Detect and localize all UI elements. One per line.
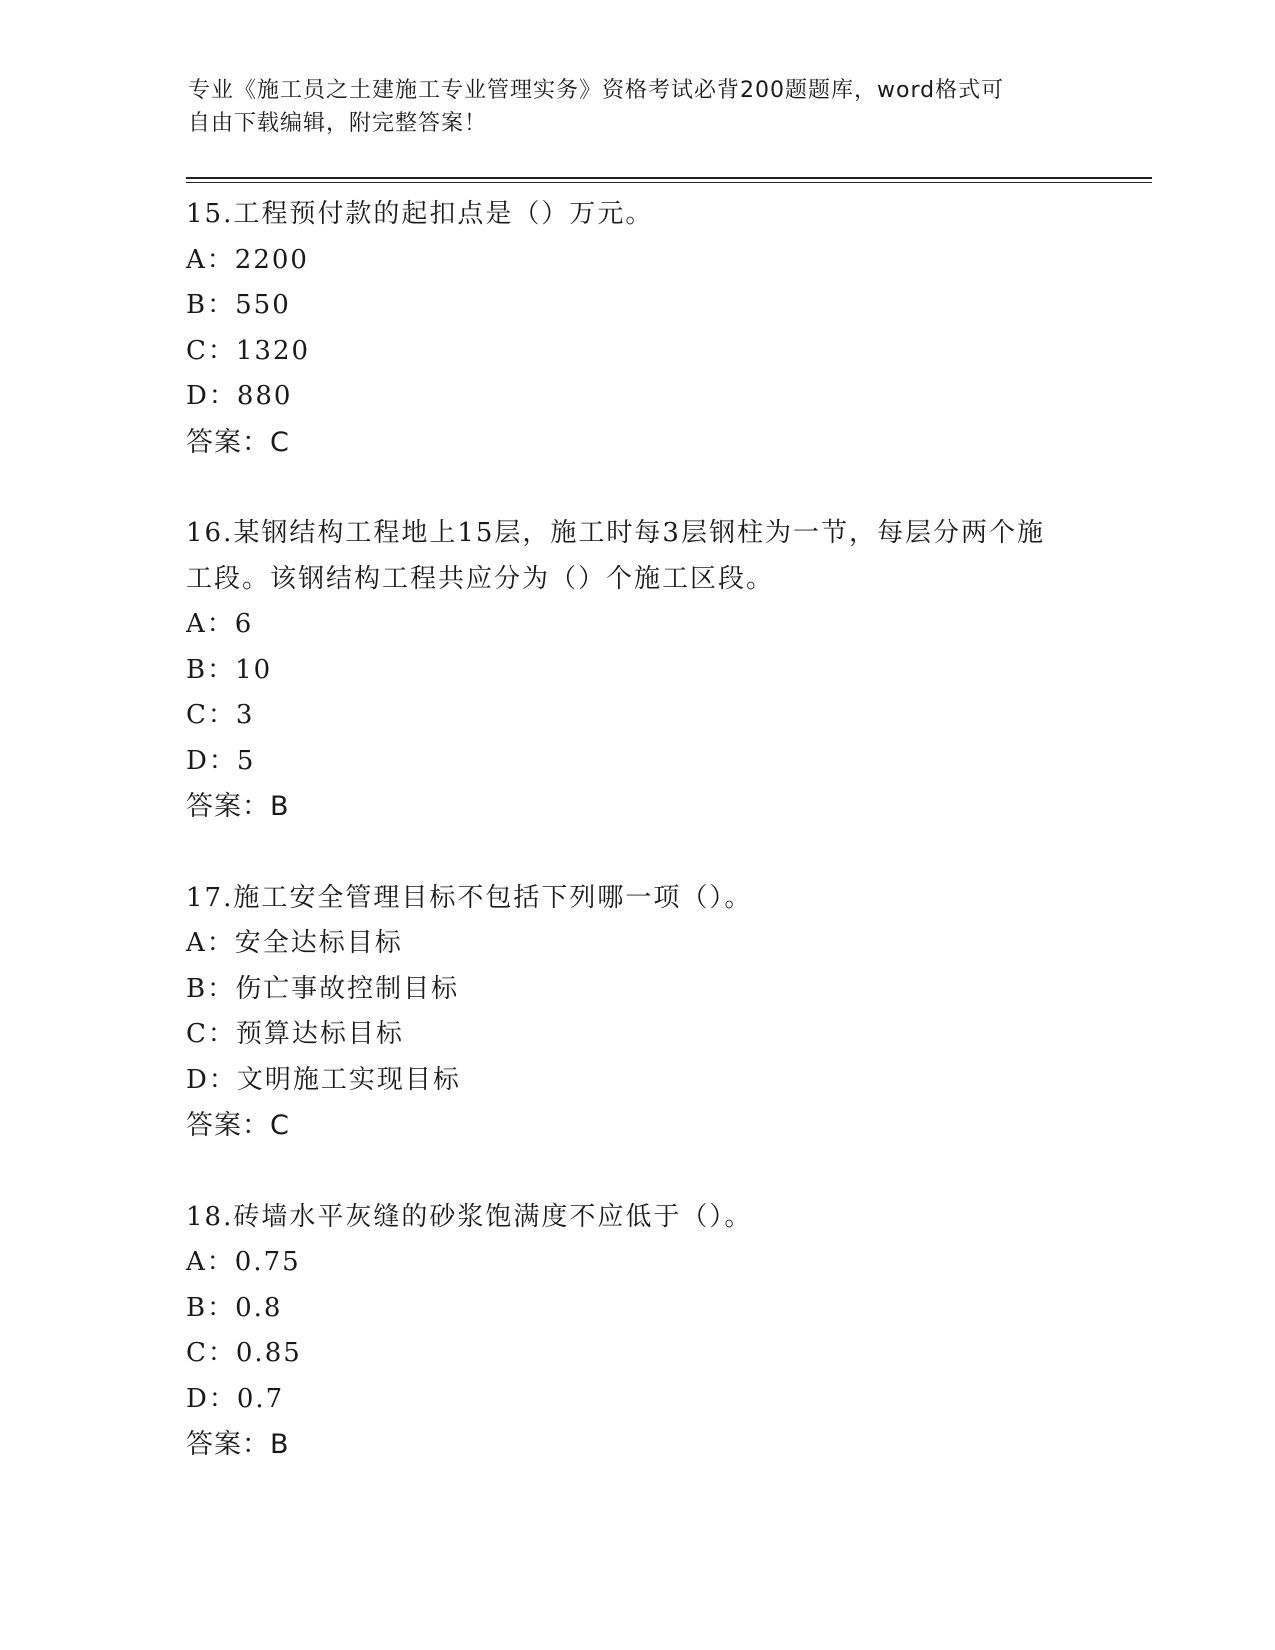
answer-line: 答案：B xyxy=(186,1429,290,1460)
option-b: B：0.8 xyxy=(186,1292,283,1323)
question-15 xyxy=(186,192,1086,465)
question-16 xyxy=(186,511,1086,830)
option-c: C：预算达标目标 xyxy=(186,1019,404,1049)
option-a: A：2200 xyxy=(186,244,309,275)
header-line-2: 自由下载编辑，附完整答案！ xyxy=(188,111,488,136)
question-17 xyxy=(186,876,1086,1149)
option-d: D：文明施工实现目标 xyxy=(186,1064,461,1095)
option-d: D：0.7 xyxy=(186,1383,285,1414)
question-list xyxy=(186,192,1086,1514)
header-line-1: 专业《施工员之土建施工专业管理实务》资格考试必背200题题库，word格式可 xyxy=(188,78,1005,103)
option-a: A：安全达标目标 xyxy=(186,928,403,958)
question-stem: 15.工程预付款的起扣点是（）万元。 xyxy=(186,199,654,229)
option-a: A：0.75 xyxy=(186,1247,301,1277)
answer-line: 答案：B xyxy=(186,791,290,822)
question-18 xyxy=(186,1195,1086,1468)
option-b: B：550 xyxy=(186,290,291,320)
question-stem: 16.某钢结构工程地上15层，施工时每3层钢柱为一节，每层分两个施工段。该钢结构工程共应分为（）个施工区段。 xyxy=(186,518,1045,594)
option-d: D：880 xyxy=(186,381,293,411)
document-header xyxy=(188,74,1068,140)
option-b: B：伤亡事故控制目标 xyxy=(186,973,460,1004)
option-c: C：0.85 xyxy=(186,1338,302,1368)
answer-line: 答案：C xyxy=(186,1110,290,1141)
option-c: C：1320 xyxy=(186,335,311,366)
question-stem: 17.施工安全管理目标不包括下列哪一项（）。 xyxy=(186,882,753,913)
option-d: D：5 xyxy=(186,745,256,776)
header-divider-thin xyxy=(186,182,1152,183)
option-a: A：6 xyxy=(186,609,254,639)
option-c: C：3 xyxy=(186,700,255,730)
option-b: B：10 xyxy=(186,654,273,685)
header-divider-thick xyxy=(186,177,1152,179)
question-stem: 18.砖墙水平灰缝的砂浆饱满度不应低于（）。 xyxy=(186,1201,753,1232)
answer-line: 答案：C xyxy=(186,426,290,458)
